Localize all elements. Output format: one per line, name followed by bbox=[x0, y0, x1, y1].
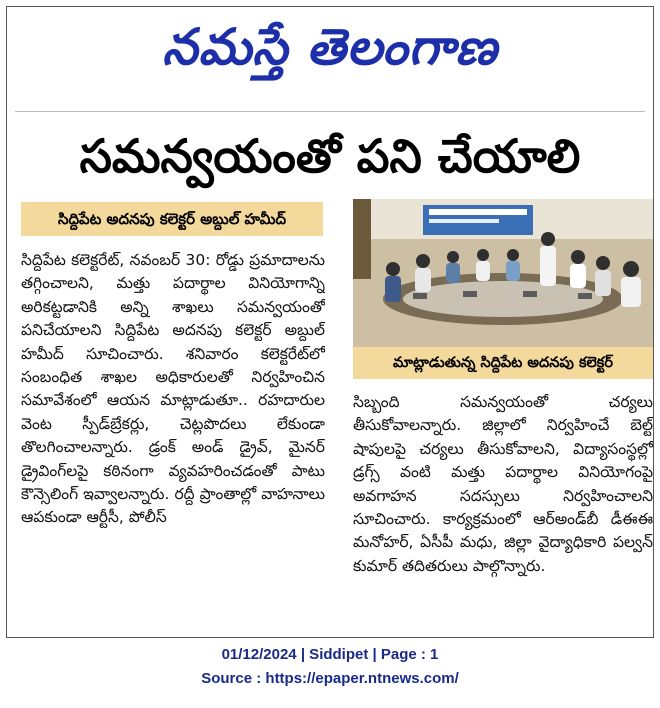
photo-caption: మాట్లాడుతున్న సిద్దిపేట అదనపు కలెక్టర్ bbox=[353, 347, 653, 379]
dateline: 01/12/2024 | Siddipet | Page : 1 bbox=[221, 646, 439, 663]
article-body-right: సిబ్బంది సమన్వయంతో చర్యలు తీసుకోవాలన్నారు. జిల్లాలో నిర్వహించే బెల్ట్ షాపులపై చర్యలు తీసుకోవాలని, విద్యాసంస్థల్లో డ్రగ్స్ వంటి మత్తు పదార్థాల వినియోగంపై అవగాహన సదస్సులు నిర్వహించాలని సూచించారు. కార్యక్రమంలో ఆర్‌అండ్‌బీ డీఈఈ మనోహర్, ఏసీపీ మధు, జిల్లా వైద్యాధికారి పల్వన్ కుమార్ తదితరులు పాల్గొన్నారు. bbox=[353, 393, 653, 575]
divider bbox=[15, 111, 645, 112]
meeting-photo bbox=[353, 199, 653, 347]
article-body-left: సిద్దిపేట కలెక్టరేట్, నవంబర్ 30: రోడ్డు ప్రమాదాలను తగ్గించాలని, మత్తు పదార్థాల వినియోగాన్ని అరికట్టడానికి అన్ని శాఖలు సమన్వయంతో పనిచేయాలని సిద్దిపేట అదనపు కలెక్టర్ అబ్దుల్ హమీద్ సూచించారు. శనివారం కలెక్టరేట్‌లో సంబంధిత శాఖల అధికారులతో నిర్వహించిన సమావేశంలో ఆయన మాట్లాడుతూ.. రహదారుల వెంట స్పీడ్‌బ్రేకర్లు, చెట్లపొదలు లేకుండా తొలగించాలన్నారు. డ్రంక్ అండ్ డ్రైవ్, మైనర్ డ్రైవింగ్‌లపై కఠినంగా వ్యవహరించడంతో పాటు కౌన్సెలింగ్ ఇవ్వాలన్నారు. రద్దీ ప్రాంతాల్లో వాహనాలు ఆపకుండా ఆర్టీసీ, పోలీస్ bbox=[21, 251, 325, 527]
subheadline: సిద్దిపేట అదనపు కలెక్టర్ అబ్దుల్ హమీద్ bbox=[21, 202, 323, 236]
meeting-photo-illustration bbox=[353, 199, 653, 347]
newspaper-clipping bbox=[6, 6, 654, 638]
article-right-column bbox=[353, 391, 653, 627]
headline: సమన్వయంతో పని చేయాలి bbox=[79, 129, 581, 183]
source-link[interactable]: Source : https://epaper.ntnews.com/ bbox=[201, 670, 459, 687]
masthead-logo: నమస్తే తెలంగాణ bbox=[162, 18, 498, 76]
article-left-column bbox=[21, 249, 325, 629]
